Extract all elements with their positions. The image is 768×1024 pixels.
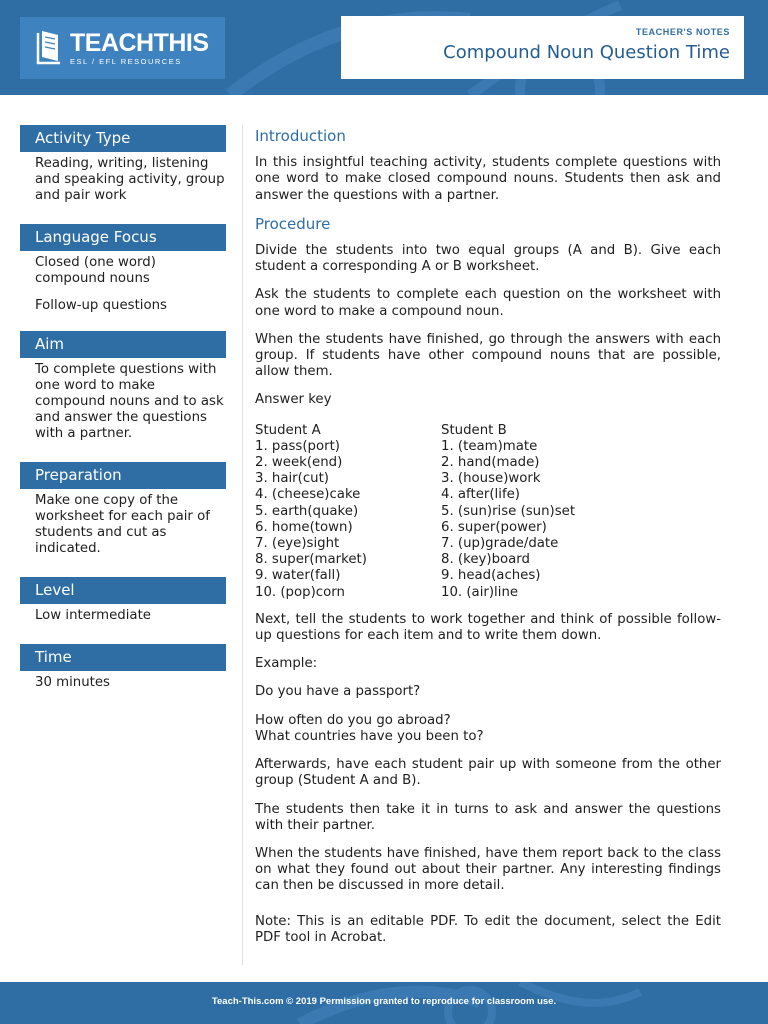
teachthis-logo[interactable] — [20, 17, 225, 79]
section-text: Make one copy of the worksheet for each pair of students and cut as indicated. — [35, 493, 210, 556]
teachers-notes-label: TEACHER'S NOTES — [635, 27, 730, 37]
procedure-paragraph: When the students have finished, have them report back to the class on what they found out about their partner. Any interesting findings can then be discussed in more detail. — [255, 845, 721, 894]
section-heading: Aim — [20, 331, 226, 358]
section-heading: Activity Type — [20, 125, 226, 152]
column-divider — [242, 125, 243, 965]
footer-copyright: Teach-This.com © 2019 Permission granted to reproduce for classroom use. — [211, 996, 557, 1007]
procedure-heading: Procedure — [255, 214, 331, 233]
answer-item: 3. (house)work — [441, 471, 541, 487]
answer-item: 6. home(town) — [255, 519, 353, 535]
section-text: Reading, writing, listening and speaking activity, group and pair work — [35, 156, 225, 203]
section-heading: Language Focus — [20, 224, 226, 251]
answer-key-label: Answer key — [255, 392, 332, 408]
answer-item: 9. head(aches) — [441, 568, 541, 584]
introduction-text: In this insightful teaching activity, students complete questions with one word to make closed compound nouns. Students then ask and answer the questions with a partner. — [255, 155, 721, 203]
answer-item: 1. pass(port) — [255, 438, 340, 454]
book-logo-icon — [34, 29, 64, 67]
answer-item: 10. (pop)corn — [255, 584, 345, 600]
brand-name: TEACHTHIS — [70, 29, 209, 57]
section-text: To complete questions with one word to make compound nouns and to ask and answer the questions with a partner. — [35, 362, 224, 441]
section-heading: Level — [20, 577, 226, 604]
procedure-paragraph: The students then take it in turns to ask and answer the questions with their partner. — [255, 801, 721, 833]
sidebar-section-time — [20, 644, 226, 691]
procedure-paragraph: Divide the students into two equal groups (A and B). Give each student a corresponding A or B worksheet. — [255, 243, 721, 275]
answer-item: 5. (sun)rise (sun)set — [441, 503, 576, 519]
sidebar — [20, 125, 226, 697]
answer-item: 1. (team)mate — [441, 438, 538, 454]
page-header — [0, 0, 768, 95]
sidebar-section-preparation — [20, 462, 226, 557]
student-b-answers — [441, 423, 627, 601]
answer-item: 3. hair(cut) — [255, 471, 329, 487]
section-body — [20, 358, 226, 442]
answer-item: 5. earth(quake) — [255, 503, 359, 519]
sidebar-section-language-focus — [20, 224, 226, 314]
section-body — [20, 604, 226, 624]
example-question: What countries have you been to? — [255, 728, 484, 744]
main-content — [255, 128, 721, 946]
answer-item: 7. (eye)sight — [255, 536, 340, 552]
answer-item: 7. (up)grade/date — [441, 536, 559, 552]
answer-item: 8. super(market) — [255, 552, 367, 568]
answer-item: 4. after(life) — [441, 487, 520, 503]
title-box — [341, 16, 744, 79]
page-footer — [0, 982, 768, 1024]
sidebar-section-level — [20, 577, 226, 624]
page-title: Compound Noun Question Time — [443, 42, 730, 63]
brand-tagline: ESL / EFL RESOURCES — [70, 57, 182, 66]
section-body — [20, 251, 226, 314]
section-text: 30 minutes — [35, 675, 110, 690]
section-text: Low intermediate — [35, 608, 151, 623]
sidebar-section-aim — [20, 331, 226, 442]
introduction-heading: Introduction — [255, 127, 346, 145]
example-question: How often do you go abroad? — [255, 712, 451, 728]
answer-item: 6. super(power) — [441, 519, 547, 535]
section-body — [20, 152, 226, 204]
procedure-paragraph: Afterwards, have each student pair up with someone from the other group (Student A and B). — [255, 757, 721, 789]
answer-item: 2. hand(made) — [441, 455, 540, 471]
student-a-heading: Student A — [255, 422, 321, 438]
section-heading: Time — [20, 644, 226, 671]
answer-item: 4. (cheese)cake — [255, 487, 361, 503]
editable-pdf-note: Note: This is an editable PDF. To edit the document, select the Edit PDF tool in Acrobat. — [255, 913, 721, 945]
section-text: Closed (one word) compound nouns — [35, 255, 156, 286]
example-label: Example: — [255, 656, 318, 672]
procedure-paragraph: When the students have finished, go through the answers with each group. If students have other compound nouns that are possible, allow them. — [255, 331, 721, 380]
section-heading: Preparation — [20, 462, 226, 489]
procedure-paragraph: Ask the students to complete each question on the worksheet with one word to make a compound noun. — [255, 287, 721, 319]
answer-item: 9. water(fall) — [255, 568, 341, 584]
student-a-answers — [255, 423, 441, 601]
student-b-heading: Student B — [441, 422, 507, 438]
example-question: Do you have a passport? — [255, 684, 421, 700]
section-text: Follow-up questions — [35, 298, 167, 313]
answer-item: 2. week(end) — [255, 455, 343, 471]
answer-item: 8. (key)board — [441, 552, 530, 568]
answer-key — [255, 423, 721, 601]
sidebar-section-activity-type — [20, 125, 226, 204]
procedure-paragraph: Next, tell the students to work together and think of possible follow-up questions for each item and to write them down. — [255, 611, 721, 644]
answer-item: 10. (air)line — [441, 584, 519, 600]
section-body — [20, 489, 226, 557]
section-body — [20, 671, 226, 691]
